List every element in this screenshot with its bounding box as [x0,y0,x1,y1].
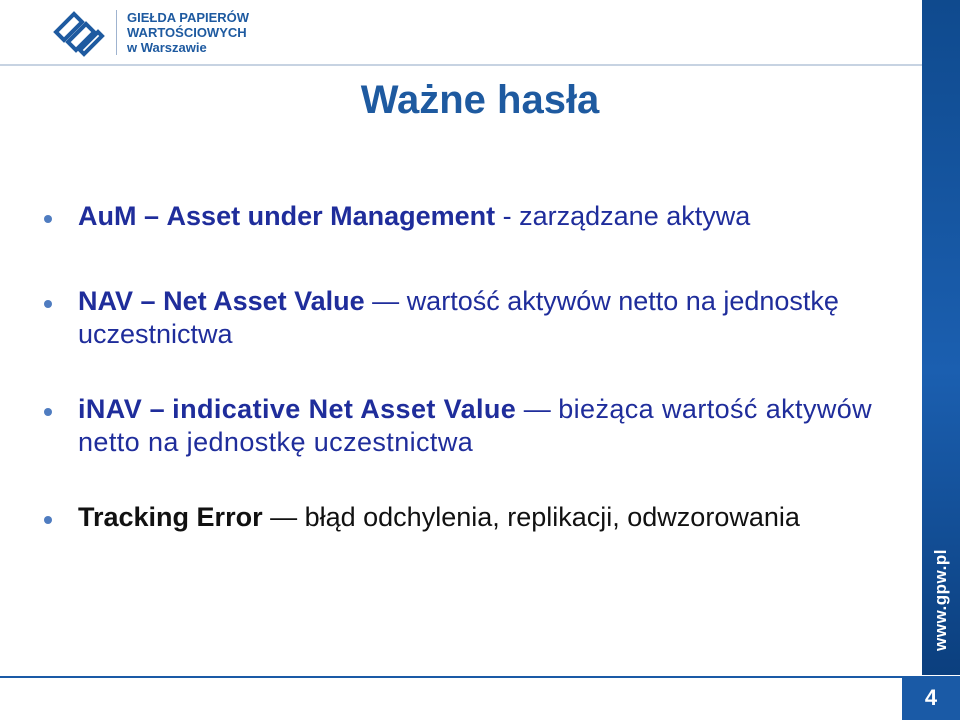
bullet-inav [38,393,888,459]
header-band [0,0,922,66]
gpw-logo-icon [50,6,106,58]
bullet-separator: - [495,201,520,231]
gpw-logo [50,6,249,58]
logo-line-1: GIEŁDA PAPIERÓW [127,9,250,25]
logo-line-2: WARTOŚCIOWYCH [127,24,247,40]
bullet-description: błąd odchylenia, replikacji, odwzorowania [304,502,800,532]
bullet-separator: — [364,286,407,316]
page-number: 4 [924,685,938,710]
bullet-separator: — [262,502,305,532]
bullet-full-name: Asset under Management [166,201,496,231]
bullet-term: Tracking Error [78,502,263,532]
page-number-box [902,676,960,720]
bullet-separator: — [516,394,559,424]
bullet-full-name: Net Asset Value [163,286,365,316]
bullet-nav [38,285,888,351]
bullet-list [38,200,888,534]
bullet-tracking-error [38,501,888,534]
logo-line-3: w Warszawie [127,39,207,55]
bullet-description: wartość aktywów netto na jednostkę uczestnictwa [78,286,839,349]
slide-title: Ważne hasła [360,78,600,122]
bullet-term: NAV [78,286,134,316]
bullet-dash: – [149,394,165,424]
footer-line [0,676,902,678]
bullet-description: bieżąca wartość aktywów netto na jednostkę uczestnictwa [78,394,873,457]
bullet-term: AuM [78,201,137,231]
bullet-aum [38,200,888,233]
website-url-text: www.gpw.pl [931,549,951,651]
bullet-dash: – [144,201,160,231]
website-url [926,540,956,660]
bullet-dash: – [140,286,156,316]
logo-text [116,10,249,55]
bullet-description: zarządzane aktywa [519,201,751,231]
bullet-term: iNAV [78,394,143,424]
bullet-full-name: indicative Net Asset Value [172,394,517,424]
